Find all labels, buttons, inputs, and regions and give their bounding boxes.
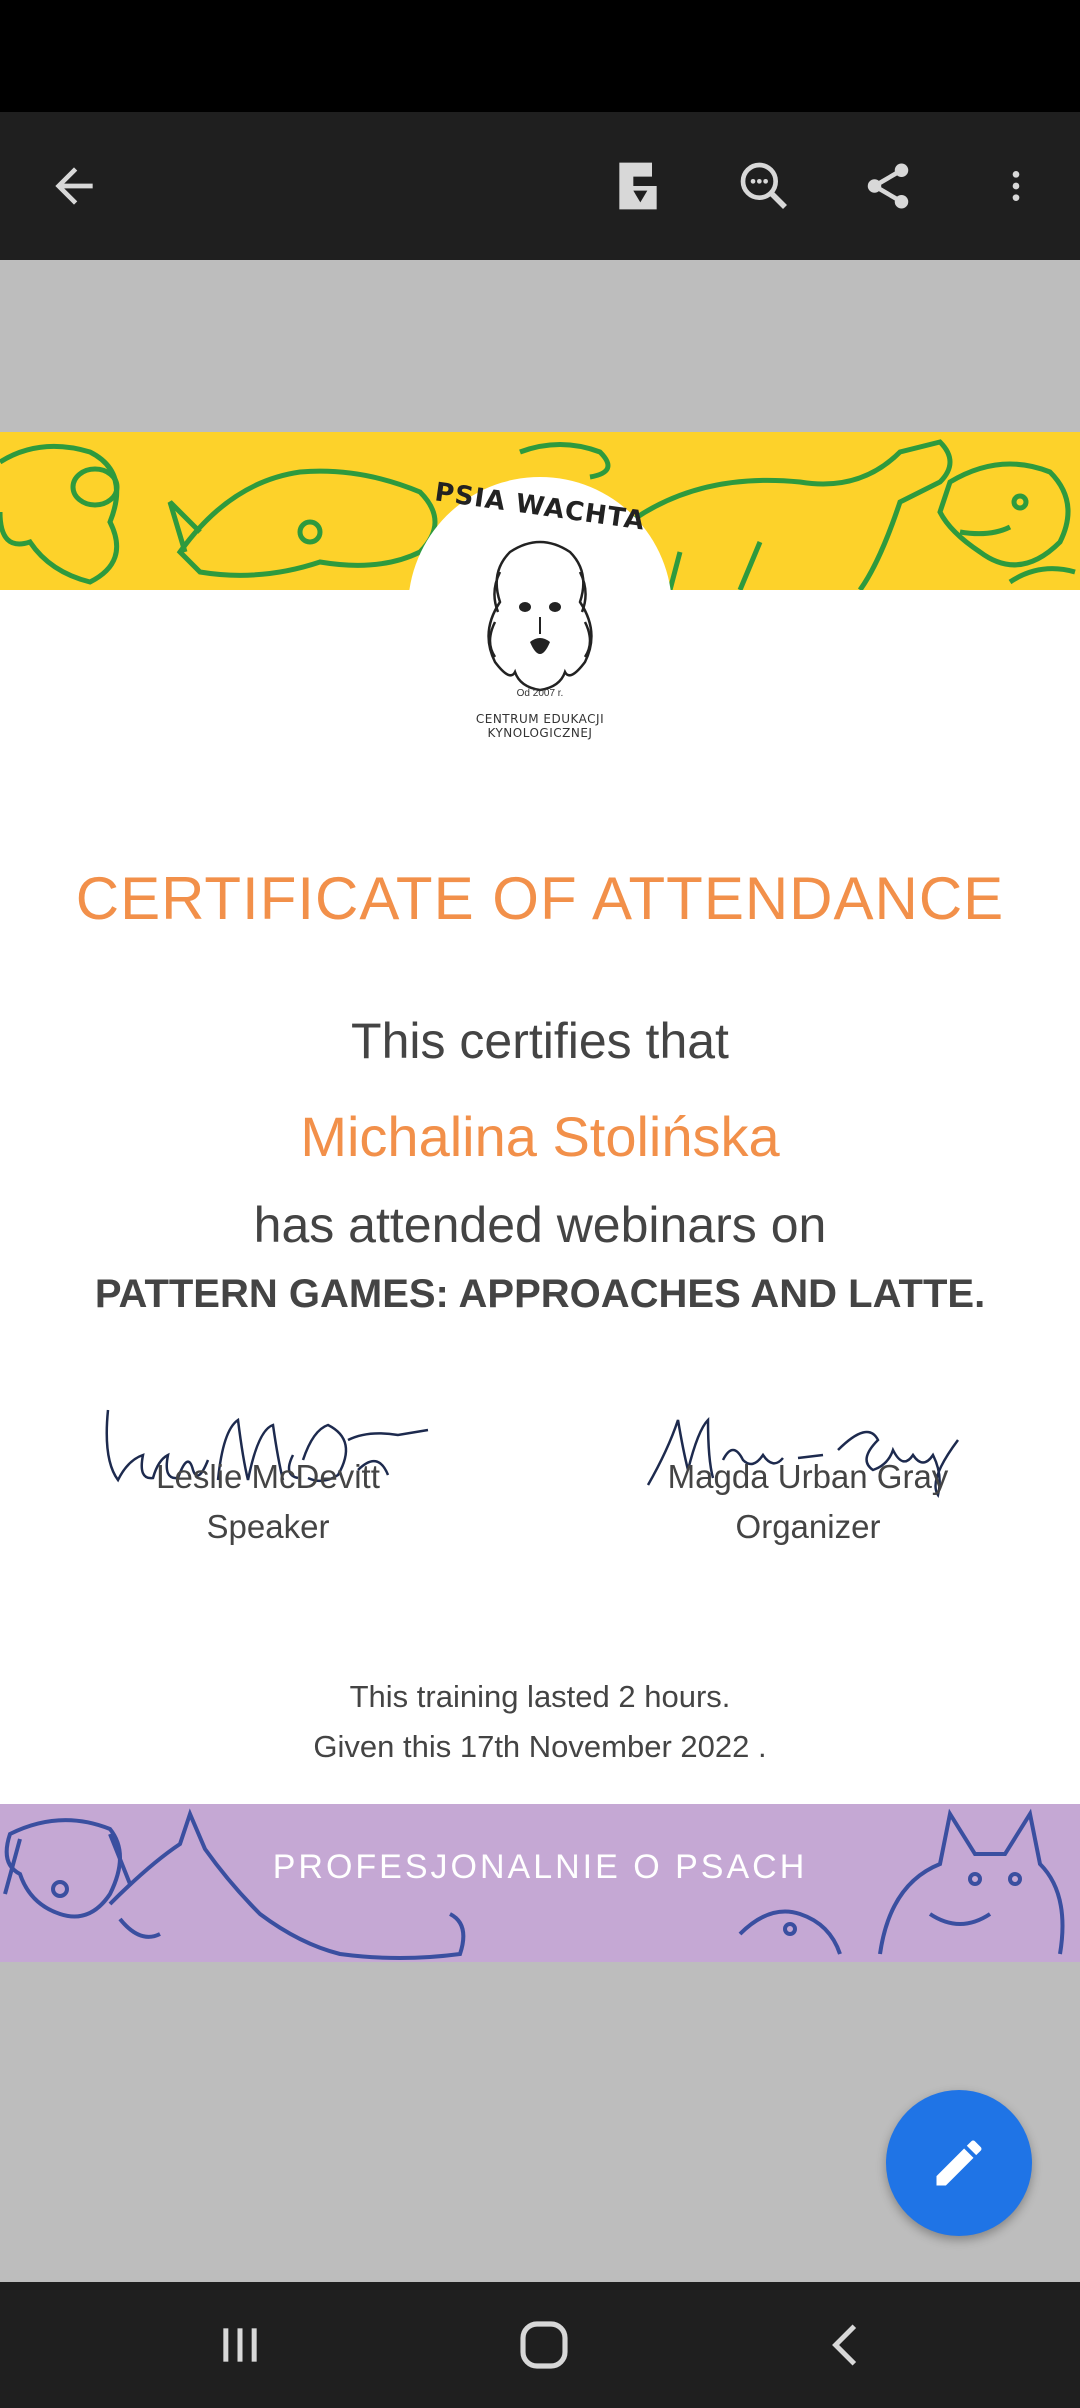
nav-back-icon xyxy=(821,2320,871,2370)
status-bar xyxy=(0,0,1080,112)
duration-text: This training lasted 2 hours. xyxy=(349,1679,731,1714)
edit-fab-button[interactable] xyxy=(886,2090,1032,2236)
given-date-text: Given this 17th November 2022 . xyxy=(313,1729,767,1764)
reading-mode-button[interactable] xyxy=(588,136,688,236)
zoom-search-icon xyxy=(736,158,792,214)
speaker-role: Speaker xyxy=(206,1508,330,1545)
more-vert-icon xyxy=(996,158,1036,214)
speaker-name: Leslie McDevitt xyxy=(156,1458,380,1495)
top-toolbar xyxy=(0,112,1080,260)
recipient-name: Michalina Stolińska xyxy=(300,1105,780,1168)
certificate-footer xyxy=(0,1672,1080,1772)
certifies-text: This certifies that xyxy=(351,1013,729,1069)
bottom-dog-banner xyxy=(0,1804,1080,1962)
logo-name: PSIA WACHTA xyxy=(432,477,648,537)
organizer-name: Magda Urban Gray xyxy=(667,1458,949,1495)
logo-year: Od 2007 r. xyxy=(516,688,564,699)
signature-block-organizer xyxy=(608,1412,1008,1546)
nav-back-button[interactable] xyxy=(796,2300,896,2390)
psia-wachta-logo xyxy=(430,477,650,752)
organizer-role: Organizer xyxy=(735,1508,881,1545)
home-icon xyxy=(516,2317,572,2373)
share-icon xyxy=(861,159,915,213)
signature-block-speaker xyxy=(68,1412,468,1546)
logo-subtitle: CENTRUM EDUKACJI KYNOLOGICZNEJ xyxy=(475,712,605,740)
home-button[interactable] xyxy=(494,2300,594,2390)
search-button[interactable] xyxy=(714,136,814,236)
edit-pencil-icon xyxy=(929,2133,989,2193)
webinar-topic: PATTERN GAMES: APPROACHES AND LATTE. xyxy=(94,1272,986,1316)
poodle-logo-icon xyxy=(470,532,610,692)
recent-apps-button[interactable] xyxy=(190,2300,290,2390)
certificate-title: CERTIFICATE OF ATTENDANCE xyxy=(75,865,1005,932)
share-button[interactable] xyxy=(838,136,938,236)
certificate-page[interactable] xyxy=(0,432,1080,1962)
back-arrow-icon xyxy=(46,158,102,214)
back-button[interactable] xyxy=(24,136,124,236)
document-margin-top xyxy=(0,260,1080,432)
recent-apps-icon xyxy=(215,2320,265,2370)
reading-mode-icon xyxy=(614,158,662,214)
system-nav-bar xyxy=(0,2282,1080,2408)
attended-text: has attended webinars on xyxy=(253,1197,827,1253)
more-options-button[interactable] xyxy=(966,136,1066,236)
bottom-banner-text: PROFESJONALNIE O PSACH xyxy=(272,1848,808,1886)
